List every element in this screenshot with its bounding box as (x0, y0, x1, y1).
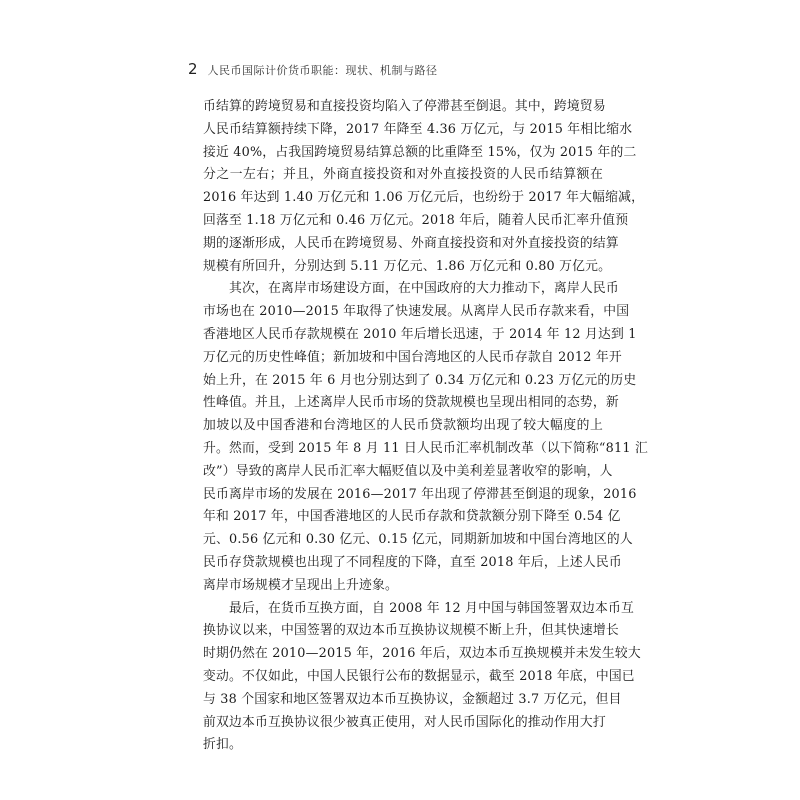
text-line: 人民币结算额持续下降，2017 年降至 4.36 万亿元，与 2015 年相比缩水 (203, 121, 633, 137)
text-line: 规模有所回升，分别达到 5.11 万亿元、1.86 万亿元和 0.80 万亿元。 (203, 258, 612, 274)
text-line: 民币存贷款规模也出现了不同程度的下降，直至 2018 年后，上述人民币 (203, 554, 622, 570)
text-line: 变动。不仅如此，中国人民银行公布的数据显示，截至 2018 年底，中国已 (203, 668, 635, 684)
body-text (203, 96, 648, 757)
text-line: 期的逐渐形成，人民币在跨境贸易、外商直接投资和对外直接投资的结算 (203, 235, 619, 251)
paragraph-start-line: 其次，在离岸市场建设方面，在中国政府的大力推动下，离岸人民币 (229, 281, 619, 297)
text-line: 回落至 1.18 万亿元和 0.46 万亿元。2018 年后，随着人民币汇率升值预 (203, 212, 629, 228)
text-line: 市场也在 2010—2015 年取得了快速发展。从离岸人民币存款来看，中国 (203, 304, 630, 320)
text-line: 始上升，在 2015 年 6 月也分别达到了 0.34 万亿元和 0.23 万亿元的历史 (203, 372, 637, 388)
text-line: 加坡以及中国香港和台湾地区的人民币贷款额均出现了较大幅度的上 (203, 418, 603, 434)
paragraph-start-line: 最后，在货币互换方面，自 2008 年 12 月中国与韩国签署双边本币互 (229, 600, 635, 616)
running-title: 人民币国际计价货币职能：现状、机制与路径 (207, 64, 438, 77)
text-line: 换协议以来，中国签署的双边本币互换协议规模不断上升，但其快速增长 (203, 623, 619, 639)
text-line: 折扣。 (203, 737, 242, 753)
page-number: 2 (188, 60, 198, 78)
text-line: 年和 2017 年，中国香港地区的人民币存款和贷款额分别下降至 0.54 亿 (203, 509, 621, 525)
text-line: 与 38 个国家和地区签署双边本币互换协议，金额超过 3.7 万亿元，但目 (203, 691, 622, 707)
text-line: 币结算的跨境贸易和直接投资均陷入了停滞甚至倒退。其中，跨境贸易 (203, 99, 606, 114)
text-line: 升。然而，受到 2015 年 8 月 11 日人民币汇率机制改革（以下简称“811 汇 (203, 440, 648, 456)
text-line: 时期仍然在 2010—2015 年，2016 年后，双边本币互换规模并未发生较大 (203, 646, 641, 662)
text-line: 香港地区人民币存款规模在 2010 年后增长迅速，于 2014 年 12 月达到 1 (203, 326, 637, 342)
text-line: 离岸市场规模才呈现出上升迹象。 (203, 577, 398, 593)
text-line: 改”）导致的离岸人民币汇率大幅贬值以及中美利差显著收窄的影响，人 (203, 463, 613, 479)
text-line: 分之一左右；并且，外商直接投资和对外直接投资的人民币结算额在 (203, 167, 603, 183)
text-line: 万亿元的历史性峰值；新加坡和中国台湾地区的人民币存款自 2012 年开 (203, 349, 622, 365)
text-line: 2016 年达到 1.40 万亿元和 1.06 万亿元后，也纷纷于 2017 年大幅缩减， (203, 190, 645, 206)
text-line: 元、0.56 亿元和 0.30 亿元、0.15 亿元，同期新加坡和中国台湾地区的人 (203, 532, 633, 548)
page-header (188, 60, 438, 78)
text-line: 性峰值。并且，上述离岸人民币市场的贷款规模也呈现出相同的态势，新 (203, 395, 619, 411)
text-line: 民币离岸市场的发展在 2016—2017 年出现了停滞甚至倒退的现象，2016 (203, 486, 637, 502)
text-line: 接近 40%，占我国跨境贸易结算总额的比重降至 15%，仅为 2015 年的二 (203, 144, 637, 160)
text-line: 前双边本币互换协议很少被真正使用，对人民币国际化的推动作用大打 (203, 714, 606, 730)
